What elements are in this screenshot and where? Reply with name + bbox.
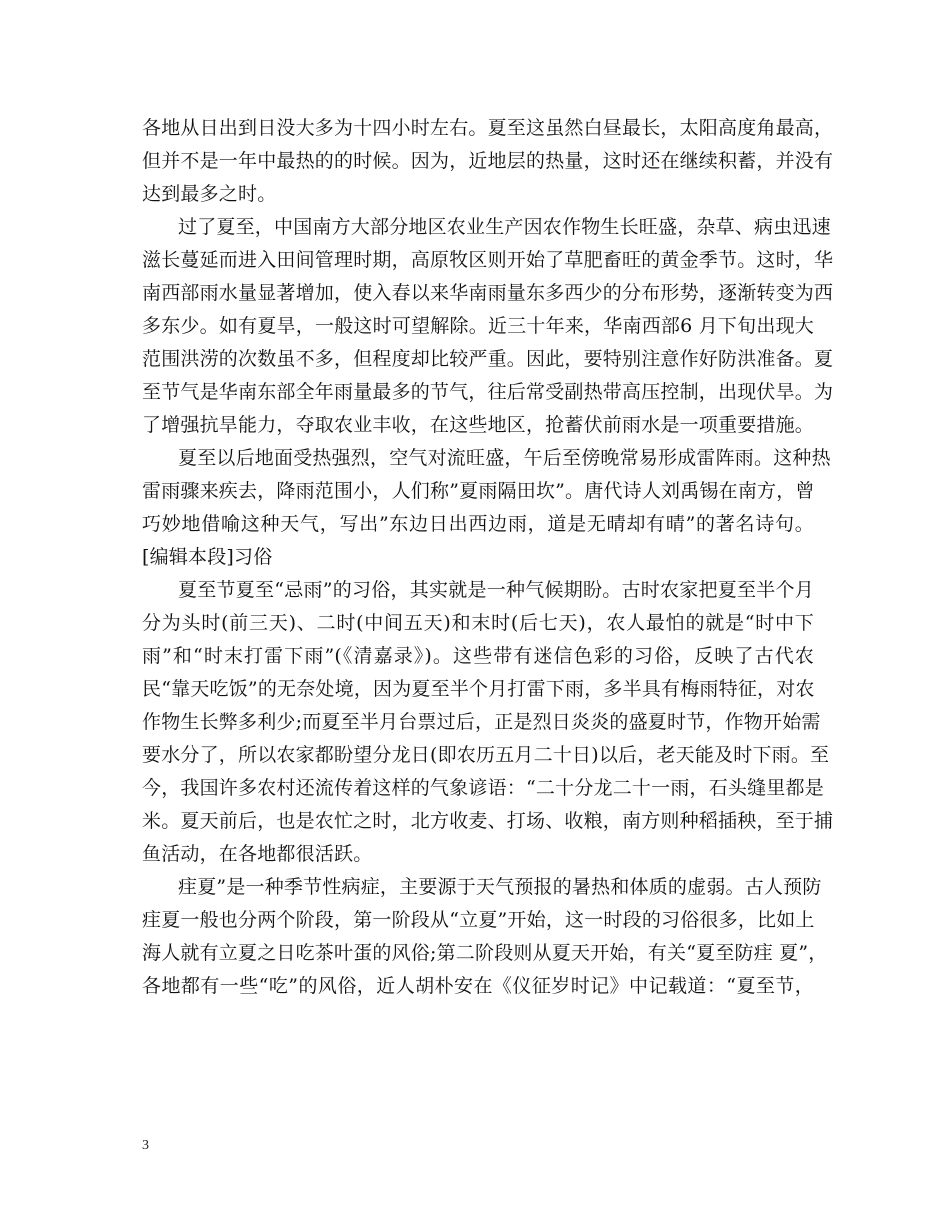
text-line: 夏至以后地面受热强烈，空气对流旺盛，午后至傍晚常易形成雷阵雨。这种热 [178, 447, 831, 469]
text-line: 各地都有一些“吃”的风俗，近人胡朴安在《仪征岁时记》中记载道：“夏至节， [142, 975, 814, 997]
text-line: 过了夏至，中国南方大部分地区农业生产因农作物生长旺盛，杂草、病虫迅速 [178, 216, 831, 238]
text-line: 鱼活动，在各地都很活跃。 [142, 843, 373, 865]
text-line: 至节气是华南东部全年雨量最多的节气，往后常受副热带高压控制，出现伏旱。为 [142, 381, 834, 403]
text-line: 了增强抗旱能力，夺取农业丰收，在这些地区，抢蓄伏前雨水是一项重要措施。 [142, 414, 815, 436]
text-line: 疰夏一般也分两个阶段，第一阶段从“立夏”开始，这一时段的习俗很多，比如上 [142, 909, 815, 931]
text-line: 米。夏天前后，也是农忙之时，北方收麦、打场、收粮，南方则种稻插秧，至于捕 [142, 810, 834, 832]
text-line: 但并不是一年中最热的的时候。因为，近地层的热量，这时还在继续积蓄，并没有 [142, 150, 834, 172]
text-line: 各地从日出到日没大多为十四小时左右。夏至这虽然白昼最长，太阳高度角最高， [142, 117, 834, 139]
text-line: [编辑本段]习俗 [142, 546, 273, 568]
text-line: 滋长蔓延而进入田间管理时期，高原牧区则开始了草肥畜旺的黄金季节。这时，华 [142, 249, 834, 271]
text-line: 民“靠天吃饭”的无奈处境，因为夏至半个月打雷下雨，多半具有梅雨特征，对农 [142, 678, 815, 700]
text-line: 南西部雨水量显著增加，使入春以来华南雨量东多西少的分布形势，逐渐转变为西 [142, 282, 834, 304]
text-line: 分为头时(前三天)、二时(中间五天)和末时(后七天)，农人最怕的就是“时中下 [142, 612, 814, 634]
page-number: 3 [142, 1138, 149, 1153]
text-line: 雨”和“时末打雷下雨”(《清嘉录》)。这些带有迷信色彩的习俗，反映了古代农 [142, 645, 814, 667]
text-line: 巧妙地借喻这种天气，写出”东边日出西边雨，道是无晴却有晴”的著名诗句。 [142, 513, 814, 535]
text-line: 雷雨骤来疾去，降雨范围小，人们称”夏雨隔田坎”。唐代诗人刘禹锡在南方，曾 [142, 480, 815, 502]
text-line: 作物生长弊多利少;而夏至半月台票过后，正是烈日炎炎的盛夏时节，作物开始需 [142, 711, 821, 733]
text-line: 要水分了，所以农家都盼望分龙日(即农历五月二十日)以后，老天能及时下雨。至 [142, 744, 830, 766]
text-line: 达到最多之时。 [142, 183, 277, 205]
text-line: 今，我国许多农村还流传着这样的气象谚语：“二十分龙二十一雨，石头缝里都是 [142, 777, 824, 799]
text-line: 范围洪涝的次数虽不多，但程度却比较严重。因此，要特别注意作好防洪准备。夏 [142, 348, 834, 370]
text-line: 夏至节夏至“忌雨”的习俗，其实就是一种气候期盼。古时农家把夏至半个月 [178, 579, 814, 601]
body-text [142, 112, 834, 1003]
text-line: 海人就有立夏之日吃茶叶蛋的风俗;第二阶段则从夏天开始，有关“夏至防疰 夏”， [142, 942, 828, 964]
text-line: 疰夏”是一种季节性病症，主要源于天气预报的暑热和体质的虚弱。古人预防 [178, 876, 822, 898]
text-line: 多东少。如有夏旱，一般这时可望解除。近三十年来，华南西部6 月下旬出现大 [142, 315, 814, 337]
